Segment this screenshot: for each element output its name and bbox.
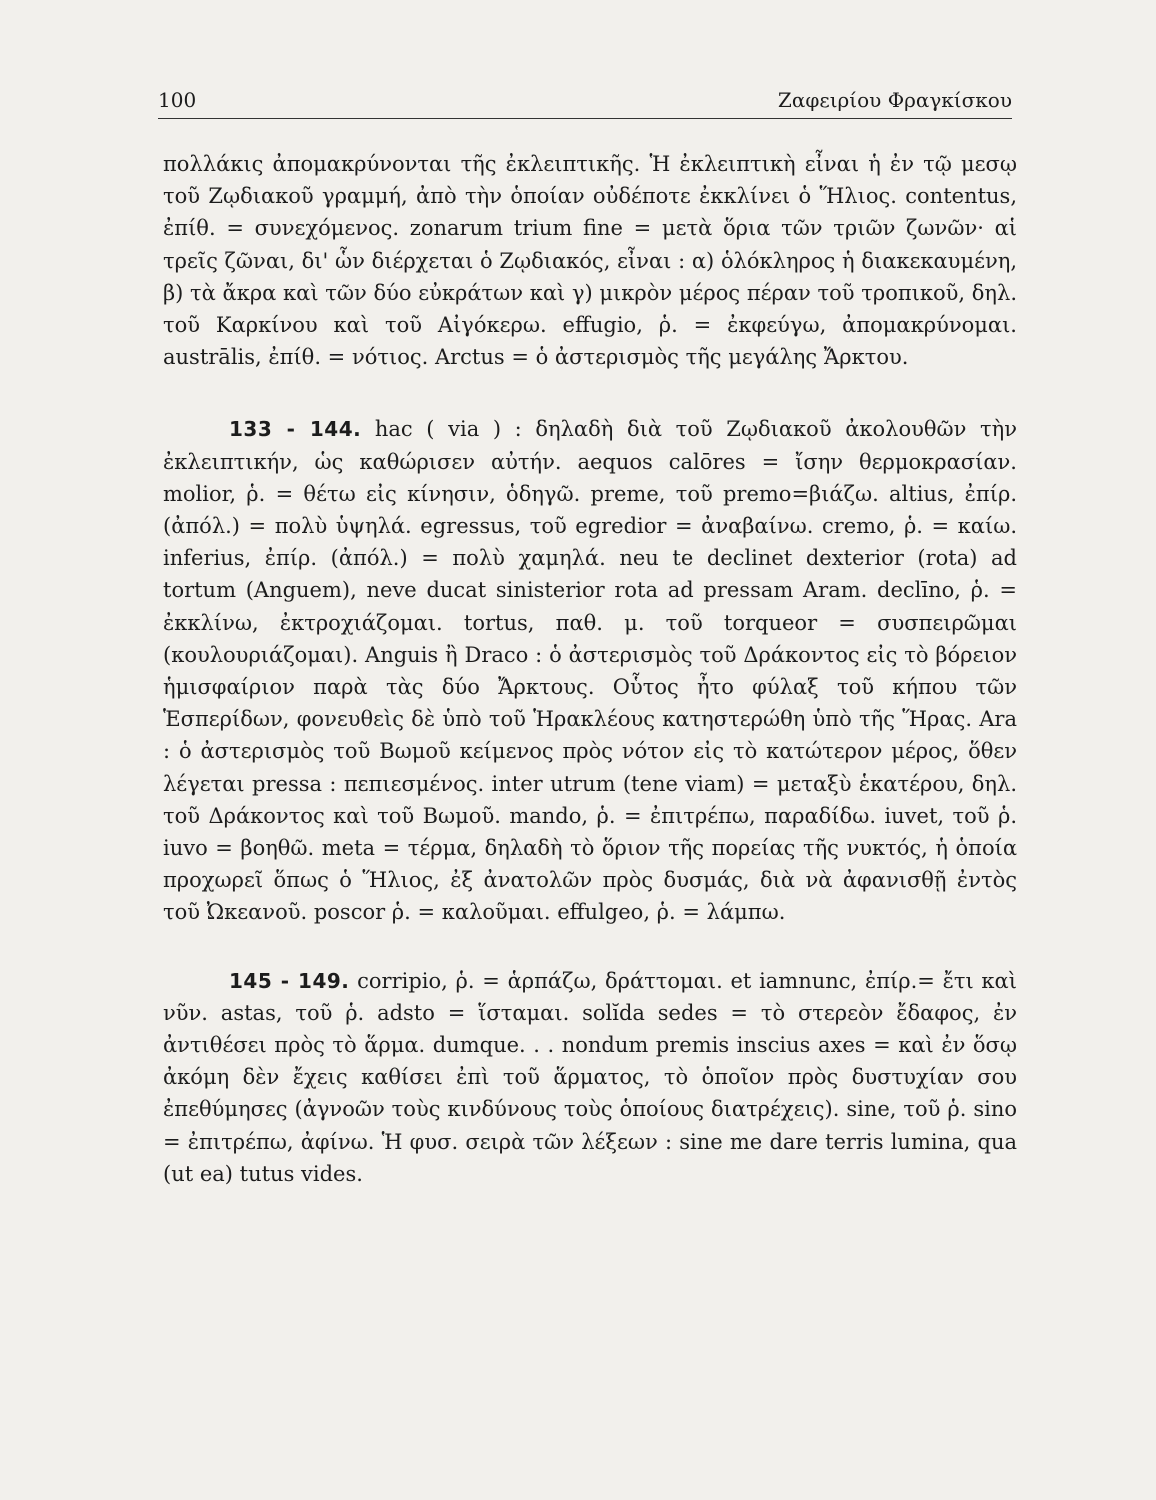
page-number: 100 <box>158 88 197 112</box>
verse-range-lemma: 145 - 149. <box>229 968 350 993</box>
paragraph-continuation <box>163 148 1017 373</box>
paragraph-145-149 <box>163 965 1017 1190</box>
page-header <box>158 88 1012 119</box>
body-text <box>163 148 1017 1190</box>
paragraph-133-144 <box>163 413 1017 928</box>
paragraph-text: hac ( via ) : δηλαδὴ διὰ τοῦ Ζῳδιακοῦ ἀκολουθῶν τὴν ἐκλειπτικήν, ὡς καθώρισεν αὐτήν. aequos calōres = ἴσην θερμοκρασίαν. molior, ῥ. = θέτω εἰς κίνησιν, ὁδηγῶ. preme, τοῦ premo=βιάζω. altius, ἐπίρ. (ἀπόλ.) = πολὺ ὑψηλά. egressus, τοῦ egredior = ἀναβαίνω. cremo, ῥ. = καίω. inferius, ἐπίρ. (ἀπόλ.) = πολὺ χαμηλά. neu te declinet dexterior (rota) ad tortum (Anguem), neve ducat sinisterior rota ad pressam Aram. declīno, ῥ. = ἐκκλίνω, ἐκτροχιάζομαι. tortus, παθ. μ. τοῦ torqueor = συσπειρῶμαι (κουλουριάζομαι). Anguis ἢ Draco : ὁ ἀστερισμὸς τοῦ Δράκοντος εἰς τὸ βόρειον ἡμισφαίριον παρὰ τὰς δύο Ἄρκτους. Οὗτος ἦτο φύλαξ τοῦ κήπου τῶν Ἑσπερίδων, φονευθεὶς δὲ ὑπὸ τοῦ Ἡρακλέους κατηστερώθη ὑπὸ τῆς Ἥρας. Ara : ὁ ἀστερισμὸς τοῦ Βωμοῦ κείμενος πρὸς νότον εἰς τὸ κατώτερον μέρος, ὅθεν λέγεται pressa : πεπιεσμένος. inter utrum (tene viam) = μεταξὺ ἑκατέρου, δηλ. τοῦ Δράκοντος καὶ τοῦ Βωμοῦ. mando, ῥ. = ἐπιτρέπω, παραδίδω. iuvet, τοῦ ῥ. iuvo = βοηθῶ. meta = τέρμα, δηλαδὴ τὸ ὅριον τῆς πορείας τῆς νυκτός, ἡ ὁποία προχωρεῖ ὅπως ὁ Ἥλιος, ἐξ ἀνατολῶν πρὸς δυσμάς, διὰ νὰ ἀφανισθῇ ἐντὸς τοῦ Ὠκεανοῦ. poscor ῥ. = καλοῦμαι. effulgeo, ῥ. = λάμπω. <box>163 417 1018 925</box>
verse-range-lemma: 133 - 144. <box>229 417 362 442</box>
paragraph-text: corripio, ῥ. = ἁρπάζω, δράττομαι. et iamnunc, ἐπίρ.= ἔτι καὶ νῦν. astas, τοῦ ῥ. adsto = ἵσταμαι. solĭda sedes = τὸ στερεὸν ἔδαφος, ἐν ἀντιθέσει πρὸς τὸ ἅρμα. dumque. . . nondum premis inscius axes = καὶ ἐν ὅσῳ ἀκόμη δὲν ἔχεις καθίσει ἐπὶ τοῦ ἅρματος, τὸ ὁποῖον πρὸς δυστυχίαν σου ἐπεθύμησες (ἀγνοῶν τοὺς κινδύνους τοὺς ὁποίους διατρέχεις). sine, τοῦ ῥ. sino = ἐπιτρέπω, ἀφίνω. Ἡ φυσ. σειρὰ τῶν λέξεων : sine me dare terris lumina, qua (ut ea) tutus vides. <box>163 968 1017 1186</box>
running-head: Ζαφειρίου Φραγκίσκου <box>777 88 1012 112</box>
paragraph-text: πολλάκις ἀπομακρύνονται τῆς ἐκλειπτικῆς. Ἡ ἐκλειπτικὴ εἶναι ἡ ἐν τῷ μεσῳ τοῦ Ζῳδιακοῦ γραμμή, ἀπὸ τὴν ὁποίαν οὐδέποτε ἐκκλίνει ὁ Ἥλιος. contentus, ἐπίθ. = συνεχόμενος. zonarum trium fine = μετὰ ὅρια τῶν τριῶν ζωνῶν· αἱ τρεῖς ζῶναι, δι' ὧν διέρχεται ὁ Ζῳδιακός, εἶναι : α) ὁλόκληρος ἡ διακεκαυμένη, β) τὰ ἄκρα καὶ τῶν δύο εὐκράτων καὶ γ) μικρὸν μέρος πέραν τοῦ τροπικοῦ, δηλ. τοῦ Καρκίνου καὶ τοῦ Αἰγόκερω. effugio, ῥ. = ἐκφεύγω, ἀπομακρύνομαι. austrālis, ἐπίθ. = νότιος. Arctus = ὁ ἀστερισμὸς τῆς μεγάλης Ἄρκτου. <box>163 152 1017 370</box>
